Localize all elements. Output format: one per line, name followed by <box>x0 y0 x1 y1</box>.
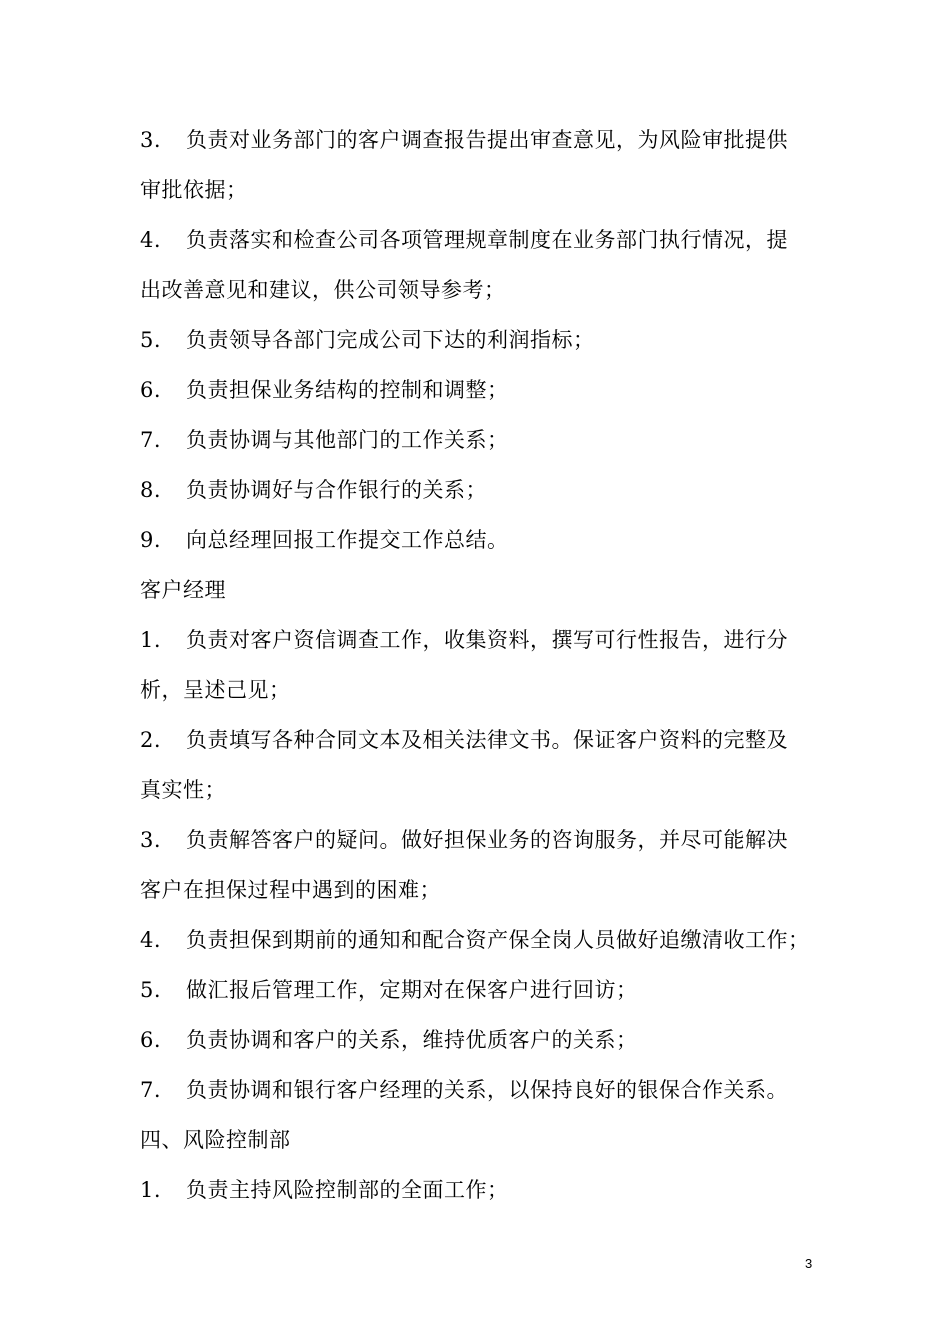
text-line <box>140 175 830 205</box>
text-line <box>140 475 830 505</box>
item-number: 4. <box>140 228 162 252</box>
item-number: 9. <box>140 528 162 552</box>
item-number: 1. <box>140 628 162 652</box>
text-line <box>140 325 830 355</box>
item-number: 5. <box>140 328 162 352</box>
item-number: 6. <box>140 1028 162 1052</box>
line-text: 负责主持风险控制部的全面工作； <box>186 1178 509 1202</box>
text-line <box>140 375 830 405</box>
text-line <box>140 675 830 705</box>
line-text: 负责解答客户的疑问。做好担保业务的咨询服务，并尽可能解决 <box>186 828 788 852</box>
text-line <box>140 225 830 255</box>
item-number: 6. <box>140 378 162 402</box>
line-text: 负责协调与其他部门的工作关系； <box>186 428 509 452</box>
line-text: 向总经理回报工作提交工作总结。 <box>186 528 509 552</box>
text-line <box>140 825 830 855</box>
line-text: 四、风险控制部 <box>140 1128 291 1152</box>
line-text: 负责落实和检查公司各项管理规章制度在业务部门执行情况，提 <box>186 228 788 252</box>
section-heading <box>140 575 830 605</box>
line-text: 做汇报后管理工作，定期对在保客户进行回访； <box>186 978 638 1002</box>
line-text: 负责协调和银行客户经理的关系，以保持良好的银保合作关系。 <box>186 1078 788 1102</box>
text-line <box>140 1075 830 1105</box>
text-line <box>140 125 830 155</box>
text-line <box>140 925 830 955</box>
item-number: 2. <box>140 728 162 752</box>
item-number: 3. <box>140 828 162 852</box>
text-line <box>140 525 830 555</box>
item-number: 5. <box>140 978 162 1002</box>
page-number: 3 <box>805 1256 813 1271</box>
text-line <box>140 425 830 455</box>
line-text: 负责对业务部门的客户调查报告提出审查意见，为风险审批提供 <box>186 128 788 152</box>
item-number: 7. <box>140 428 162 452</box>
line-text: 负责担保业务结构的控制和调整； <box>186 378 509 402</box>
text-line <box>140 975 830 1005</box>
line-text: 出改善意见和建议，供公司领导参考； <box>140 278 506 302</box>
line-text: 负责对客户资信调查工作，收集资料，撰写可行性报告，进行分 <box>186 628 788 652</box>
item-number: 8. <box>140 478 162 502</box>
line-text: 真实性； <box>140 778 226 802</box>
text-line <box>140 1175 830 1205</box>
line-text: 负责领导各部门完成公司下达的利润指标； <box>186 328 595 352</box>
line-text: 析，呈述己见； <box>140 678 291 702</box>
item-number: 7. <box>140 1078 162 1102</box>
text-line <box>140 775 830 805</box>
text-line <box>140 275 830 305</box>
line-text: 客户经理 <box>140 578 226 602</box>
line-text: 审批依据； <box>140 178 248 202</box>
line-text: 负责协调和客户的关系，维持优质客户的关系； <box>186 1028 638 1052</box>
line-text: 负责担保到期前的通知和配合资产保全岗人员做好追缴清收工作； <box>186 928 810 952</box>
text-line <box>140 725 830 755</box>
item-number: 1. <box>140 1178 162 1202</box>
line-text: 客户在担保过程中遇到的困难； <box>140 878 441 902</box>
line-text: 负责协调好与合作银行的关系； <box>186 478 487 502</box>
text-line <box>140 875 830 905</box>
item-number: 4. <box>140 928 162 952</box>
item-number: 3. <box>140 128 162 152</box>
text-line <box>140 1025 830 1055</box>
line-text: 负责填写各种合同文本及相关法律文书。保证客户资料的完整及 <box>186 728 788 752</box>
section-heading <box>140 1125 830 1155</box>
text-line <box>140 625 830 655</box>
